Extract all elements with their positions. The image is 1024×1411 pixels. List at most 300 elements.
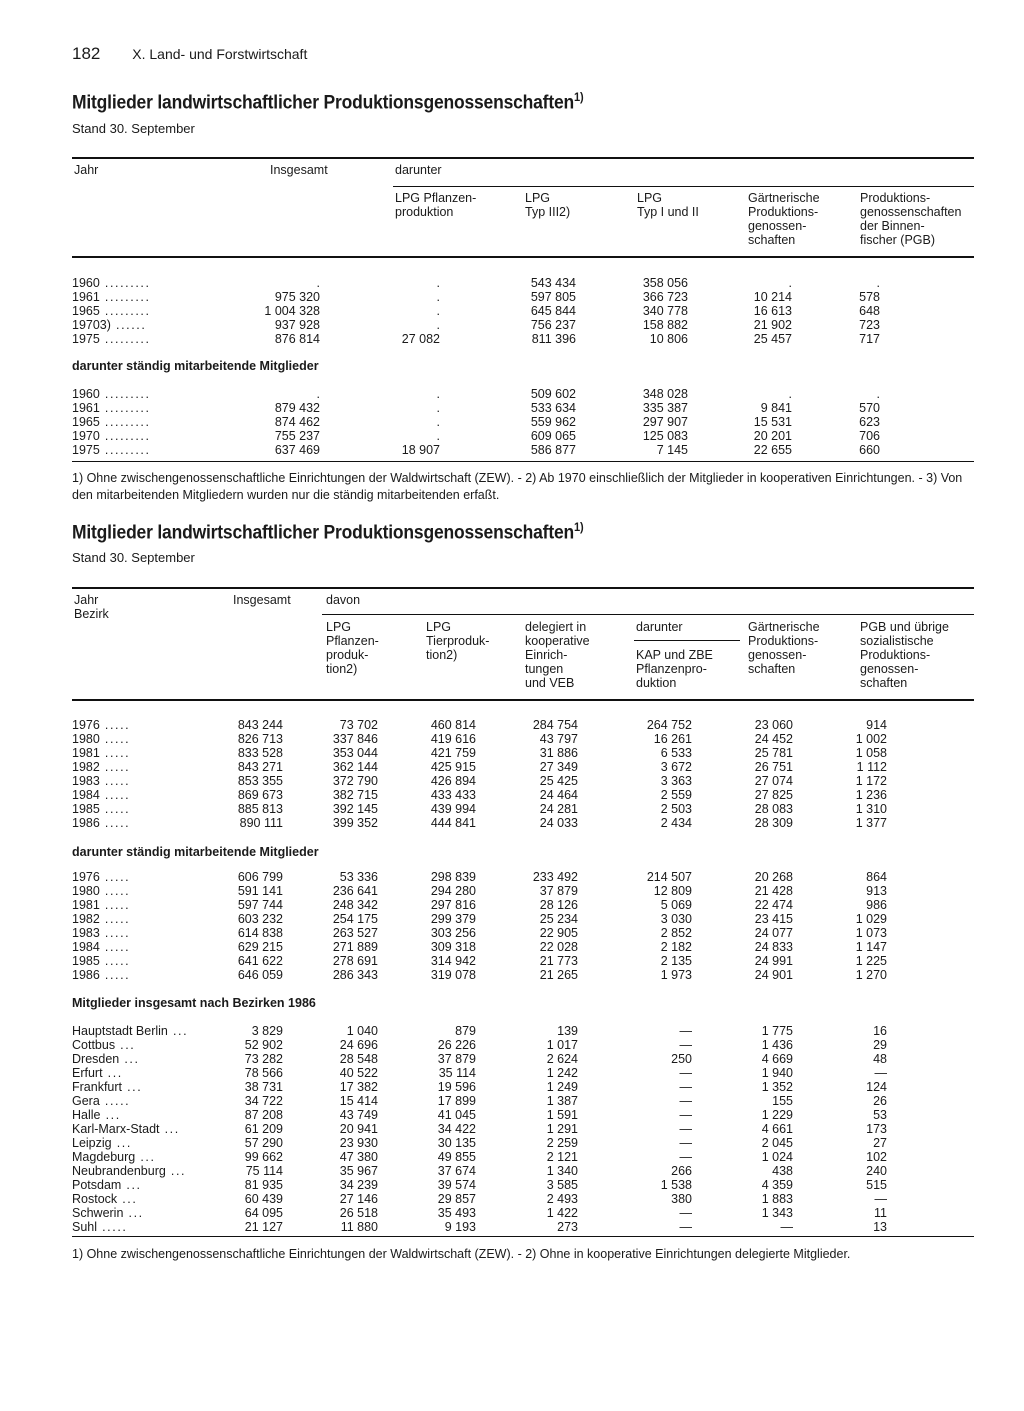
table-cell: 335 387 [642, 401, 688, 415]
leader-dots: ......... [99, 401, 151, 415]
table-cell: 17 382 [339, 1080, 378, 1094]
table-cell: 869 673 [237, 788, 283, 802]
leader-dots: ..... [99, 954, 131, 968]
leader-dots: ..... [99, 1094, 131, 1108]
table1-header-jahr: Jahr [74, 163, 99, 177]
row-label [72, 788, 130, 802]
leader-dots: ... [119, 1052, 140, 1066]
table-cell: 26 518 [339, 1206, 378, 1220]
table-cell: 41 045 [437, 1108, 476, 1122]
table-cell: . [876, 387, 880, 401]
table-cell: 37 879 [539, 884, 578, 898]
table-cell: 2 135 [660, 954, 692, 968]
table-cell: 4 359 [761, 1178, 793, 1192]
leader-dots: ... [111, 1136, 132, 1150]
row-label-text: Karl-Marx-Stadt [72, 1122, 160, 1136]
table-cell: 533 634 [530, 401, 576, 415]
table-cell: 61 209 [244, 1122, 283, 1136]
table-cell: 2 434 [660, 816, 692, 830]
table-cell: 125 083 [642, 429, 688, 443]
table1-header-insgesamt: Insgesamt [270, 163, 328, 177]
table-cell: 515 [866, 1178, 887, 1192]
table-cell: 439 994 [430, 802, 476, 816]
table-cell: 139 [557, 1024, 578, 1038]
table2-header-gaertnerische: Gärtnerische Produktions- genossen- schaften [748, 620, 820, 676]
table-cell: 53 [873, 1108, 887, 1122]
table-cell: — [679, 1220, 692, 1234]
table-cell: 34 422 [437, 1122, 476, 1136]
table-cell: 645 844 [530, 304, 576, 318]
table-cell: 173 [866, 1122, 887, 1136]
table-cell: . [436, 276, 440, 290]
table-cell: 24 077 [754, 926, 793, 940]
row-label [72, 443, 151, 457]
table-cell: 2 503 [660, 802, 692, 816]
table-cell: . [436, 290, 440, 304]
table-cell: 21 773 [539, 954, 578, 968]
table-cell: 20 201 [753, 429, 792, 443]
table-cell: 24 281 [539, 802, 578, 816]
table2-header-pgb: PGB und übrige sozialistische Produktions- genossen- schaften [860, 620, 949, 690]
page-number: 182 [72, 44, 101, 63]
table-cell: 24 833 [754, 940, 793, 954]
table-cell: 26 [873, 1094, 887, 1108]
table-cell: 26 226 [437, 1038, 476, 1052]
table-cell: 543 434 [530, 276, 576, 290]
table-cell: 4 669 [761, 1052, 793, 1066]
table-cell: 879 432 [274, 401, 320, 415]
leader-dots: ..... [99, 968, 131, 982]
row-label-text: 1982 [72, 760, 100, 774]
row-label-text: 1985 [72, 954, 100, 968]
table-cell: 606 799 [237, 870, 283, 884]
table-cell: 15 414 [339, 1094, 378, 1108]
table-cell: 1 270 [855, 968, 887, 982]
row-label [72, 1122, 180, 1136]
row-label [72, 1024, 188, 1038]
table-cell: 421 759 [430, 746, 476, 760]
table-cell: 278 691 [332, 954, 378, 968]
table-cell: 1 229 [761, 1108, 793, 1122]
table-cell: 723 [859, 318, 880, 332]
row-label-text: 1986 [72, 968, 100, 982]
table-cell: 39 574 [437, 1178, 476, 1192]
leader-dots: ..... [99, 774, 131, 788]
table-cell: — [679, 1122, 692, 1136]
table-cell: — [874, 1066, 887, 1080]
table-cell: 975 320 [274, 290, 320, 304]
table-cell: — [679, 1024, 692, 1038]
row-label-text: Schwerin [72, 1206, 124, 1220]
table-cell: — [679, 1136, 692, 1150]
row-label [72, 802, 130, 816]
leader-dots: ... [165, 1164, 187, 1178]
table-cell: 1 883 [761, 1192, 793, 1206]
table-cell: 25 425 [539, 774, 578, 788]
table1-darunter-rule [393, 186, 974, 187]
table-cell: 591 141 [237, 884, 283, 898]
table-cell: — [780, 1220, 793, 1234]
row-label-text: 1975 [72, 443, 100, 457]
table-cell: 24 464 [539, 788, 578, 802]
table-cell: . [436, 429, 440, 443]
table-cell: 24 696 [339, 1038, 378, 1052]
table-cell: 811 396 [531, 332, 576, 346]
row-label [72, 760, 130, 774]
row-label [72, 954, 130, 968]
chapter-title: X. Land- und Forstwirtschaft [132, 46, 308, 62]
table-cell: 1 352 [761, 1080, 793, 1094]
table-cell: . [436, 401, 440, 415]
table2-header-insgesamt: Insgesamt [233, 593, 291, 607]
leader-dots: ..... [99, 870, 131, 884]
table-cell: 7 145 [656, 443, 688, 457]
table-cell: 21 902 [753, 318, 792, 332]
table-cell: 27 [873, 1136, 887, 1150]
table-cell: 337 846 [332, 732, 378, 746]
leader-dots: ......... [99, 332, 151, 346]
table-cell: 392 145 [332, 802, 378, 816]
table-cell: 26 751 [754, 760, 793, 774]
table2-header-kap: KAP und ZBE Pflanzenpro- duktion [636, 648, 713, 690]
table-cell: 2 493 [546, 1192, 578, 1206]
row-label [72, 1066, 123, 1080]
table1-header-darunter: darunter [395, 163, 442, 177]
table-cell: . [436, 318, 440, 332]
table-cell: 37 879 [437, 1052, 476, 1066]
table-cell: 34 722 [244, 1094, 283, 1108]
row-label [72, 968, 130, 982]
row-label-text: 1980 [72, 732, 100, 746]
leader-dots: ... [167, 1024, 189, 1038]
table-cell: 17 899 [437, 1094, 476, 1108]
table-cell: 78 566 [244, 1066, 283, 1080]
table-cell: 874 462 [274, 415, 320, 429]
table-cell: 1 024 [761, 1150, 793, 1164]
table-cell: 623 [859, 415, 880, 429]
table-cell: 37 674 [437, 1164, 476, 1178]
leader-dots: ..... [99, 898, 131, 912]
table-cell: 21 265 [539, 968, 578, 982]
leader-dots: ......... [99, 276, 151, 290]
table1-bottom-rule [72, 461, 974, 462]
table-cell: 297 907 [642, 415, 688, 429]
row-label-text: 1970 [72, 429, 100, 443]
table2-section3-title: Mitglieder insgesamt nach Bezirken 1986 [72, 996, 316, 1010]
table-cell: 1 040 [346, 1024, 378, 1038]
table-cell: 27 082 [401, 332, 440, 346]
table-cell: 609 065 [530, 429, 576, 443]
table-cell: 425 915 [430, 760, 476, 774]
table1-footnote: 1) Ohne zwischengenossenschaftliche Einrichtungen der Waldwirtschaft (ZEW). - 2) Ab 1970 einschließlich der Mitglieder in kooperativen Einrichtungen. - 3) Von den mitarbeitenden Mitgliedern wurden nur die ständig mitarbeitenden erfaßt. [72, 471, 963, 502]
table-cell: 2 045 [761, 1136, 793, 1150]
table-cell: 248 342 [332, 898, 378, 912]
table-cell: — [679, 1206, 692, 1220]
table-cell: 28 083 [754, 802, 793, 816]
table-cell: 641 622 [237, 954, 283, 968]
table-cell: 52 902 [244, 1038, 283, 1052]
row-label [72, 1080, 142, 1094]
row-label-text: 1960 [72, 276, 100, 290]
table-cell: 2 182 [660, 940, 692, 954]
table-cell: 286 343 [332, 968, 378, 982]
leader-dots: ..... [99, 732, 131, 746]
row-label-text: 1982 [72, 912, 100, 926]
table1-section2-title: darunter ständig mitarbeitende Mitglieder [72, 359, 319, 373]
table-cell: — [679, 1066, 692, 1080]
table-cell: 366 723 [642, 290, 688, 304]
table-cell: 284 754 [532, 718, 578, 732]
table2-header-lpg-pflanzen: LPG Pflanzen- produk- tion2) [326, 620, 379, 676]
table-cell: 102 [866, 1150, 887, 1164]
table-cell: 16 [873, 1024, 887, 1038]
table-cell: 362 144 [332, 760, 378, 774]
row-label-text: Suhl [72, 1220, 98, 1234]
table-cell: 426 894 [430, 774, 476, 788]
table-cell: 57 290 [244, 1136, 283, 1150]
table-cell: 3 363 [660, 774, 692, 788]
table-cell: 1 172 [855, 774, 887, 788]
table-cell: 30 135 [437, 1136, 476, 1150]
table-cell: 1 538 [660, 1178, 692, 1192]
table-cell: 380 [671, 1192, 692, 1206]
table-cell: 20 268 [754, 870, 793, 884]
row-label [72, 912, 130, 926]
table-cell: 64 095 [244, 1206, 283, 1220]
table-cell: 648 [859, 304, 880, 318]
table1-header-pgb: Produktions- genossenschaften der Binnen- fischer (PGB) [860, 191, 962, 247]
table-cell: 629 215 [237, 940, 283, 954]
table-cell: 75 114 [245, 1164, 283, 1178]
leader-dots: ..... [97, 1220, 128, 1234]
table-cell: 29 857 [437, 1192, 476, 1206]
table-cell: 23 060 [754, 718, 793, 732]
table-cell: . [436, 304, 440, 318]
table-cell: 597 805 [530, 290, 576, 304]
row-label [72, 318, 146, 332]
table-cell: 22 905 [539, 926, 578, 940]
row-label [72, 940, 130, 954]
row-label-text: Hauptstadt Berlin [72, 1024, 168, 1038]
table-cell: 254 175 [332, 912, 378, 926]
table-cell: — [679, 1150, 692, 1164]
table-cell: 43 797 [539, 732, 578, 746]
table-cell: 18 907 [401, 443, 440, 457]
table-cell: 614 838 [237, 926, 283, 940]
leader-dots: ... [121, 1178, 142, 1192]
table-cell: 1 591 [546, 1108, 578, 1122]
table-cell: 11 880 [340, 1220, 378, 1234]
row-label [72, 1136, 132, 1150]
table-cell: 578 [859, 290, 880, 304]
table-cell: 1 387 [546, 1094, 578, 1108]
row-label [72, 732, 130, 746]
table-cell: 2 852 [660, 926, 692, 940]
table-cell: 1 029 [855, 912, 887, 926]
leader-dots: ... [123, 1206, 144, 1220]
table-cell: 25 457 [753, 332, 792, 346]
table-cell: 10 214 [753, 290, 792, 304]
row-label-text: 1984 [72, 940, 100, 954]
row-label [72, 332, 151, 346]
leader-dots: ......... [99, 387, 151, 401]
table2-header-davon: davon [326, 593, 361, 607]
leader-dots: ......... [99, 290, 151, 304]
row-label [72, 276, 151, 290]
table-cell: 28 548 [339, 1052, 378, 1066]
row-label [72, 774, 130, 788]
table-cell: — [679, 1038, 692, 1052]
table-cell: 15 531 [753, 415, 792, 429]
row-label [72, 1108, 121, 1122]
table-cell: 250 [671, 1052, 692, 1066]
table-cell: 864 [866, 870, 887, 884]
table-cell: 986 [866, 898, 887, 912]
table-cell: 433 433 [430, 788, 476, 802]
table-cell: 559 962 [530, 415, 576, 429]
table-cell: 826 713 [237, 732, 283, 746]
table-cell: . [788, 387, 792, 401]
row-label-text: 1980 [72, 884, 100, 898]
table-cell: 1 775 [761, 1024, 793, 1038]
leader-dots: ..... [99, 926, 131, 940]
leader-dots: ... [122, 1080, 143, 1094]
row-label-text: 1965 [72, 304, 100, 318]
table-cell: 9 841 [760, 401, 792, 415]
row-label-text: Potsdam [72, 1178, 122, 1192]
table-cell: 22 474 [754, 898, 793, 912]
row-label-text: 1986 [72, 816, 100, 830]
row-label-text: Magdeburg [72, 1150, 136, 1164]
table-cell: 382 715 [332, 788, 378, 802]
table-cell: 937 928 [274, 318, 320, 332]
table1-top-rule [72, 157, 974, 159]
table-cell: . [316, 387, 320, 401]
table-cell: 297 816 [430, 898, 476, 912]
table-cell: 756 237 [530, 318, 576, 332]
table-cell: 419 616 [430, 732, 476, 746]
table-cell: 586 877 [530, 443, 576, 457]
row-label-text: Gera [72, 1094, 100, 1108]
table-cell: 1 291 [546, 1122, 578, 1136]
table-cell: 35 967 [339, 1164, 378, 1178]
table-cell: 1 002 [855, 732, 887, 746]
table-cell: 87 208 [244, 1108, 283, 1122]
table-cell: 31 886 [539, 746, 578, 760]
table-cell: 38 731 [244, 1080, 283, 1094]
table-cell: 1 058 [855, 746, 887, 760]
table-cell: . [436, 415, 440, 429]
table-cell: 890 111 [239, 816, 283, 830]
row-label-text: 19703) [72, 318, 111, 332]
table-cell: — [679, 1094, 692, 1108]
table-cell: 660 [859, 443, 880, 457]
row-label [72, 290, 151, 304]
row-label [72, 1052, 140, 1066]
table-cell: 10 806 [649, 332, 688, 346]
table-cell: 853 355 [237, 774, 283, 788]
leader-dots: ..... [99, 718, 131, 732]
row-label-text: 1965 [72, 415, 100, 429]
row-label-text: Cottbus [72, 1038, 116, 1052]
table-cell: 706 [859, 429, 880, 443]
table2-header-lpg-tier: LPG Tierproduk- tion2) [426, 620, 490, 662]
table-cell: 646 059 [237, 968, 283, 982]
table-cell: 16 261 [653, 732, 692, 746]
table1-header-lpg-typ12: LPG Typ I und II [637, 191, 699, 219]
leader-dots: ... [135, 1150, 156, 1164]
table-cell: 214 507 [646, 870, 692, 884]
table-cell: 236 641 [332, 884, 378, 898]
row-label [72, 1178, 142, 1192]
table-cell: 40 522 [339, 1066, 378, 1080]
table-cell: 24 452 [754, 732, 793, 746]
table1-header-bottom-rule [72, 256, 974, 258]
table-cell: 25 781 [754, 746, 793, 760]
table1-title: Mitglieder landwirtschaftlicher Produktionsgenossenschaften$^{1)}$ [72, 90, 584, 114]
table-cell: 1 973 [660, 968, 692, 982]
table-cell: 399 352 [332, 816, 378, 830]
table-cell: 12 809 [653, 884, 692, 898]
row-label-text: 1960 [72, 387, 100, 401]
table-cell: 5 069 [660, 898, 692, 912]
row-label [72, 1220, 127, 1234]
table-cell: 233 492 [532, 870, 578, 884]
table-cell: 314 942 [430, 954, 476, 968]
table-cell: — [874, 1192, 887, 1206]
table-cell: 11 [874, 1206, 887, 1220]
table-cell: 309 318 [430, 940, 476, 954]
table2-header-delegiert: delegiert in kooperative Einrich- tungen und VEB [525, 620, 590, 690]
row-label [72, 746, 130, 760]
table-cell: 4 661 [761, 1122, 793, 1136]
table2-header-jahr-bezirk: Jahr Bezirk [74, 593, 109, 621]
table-cell: 597 744 [237, 898, 283, 912]
row-label-text: 1983 [72, 774, 100, 788]
table-cell: 3 585 [546, 1178, 578, 1192]
table-cell: 1 377 [855, 816, 887, 830]
row-label [72, 415, 151, 429]
table-cell: 124 [866, 1080, 887, 1094]
row-label-text: 1981 [72, 746, 100, 760]
table-cell: 1 017 [546, 1038, 578, 1052]
table1-header-lpg-pflanzen: LPG Pflanzen- produktion [395, 191, 477, 219]
table-cell: — [679, 1108, 692, 1122]
table-cell: 264 752 [646, 718, 692, 732]
table-cell: 876 814 [274, 332, 320, 346]
table2-title-footnote-mark: 1) [573, 520, 584, 534]
table-cell: 24 033 [539, 816, 578, 830]
leader-dots: ... [117, 1192, 138, 1206]
table-cell: 1 310 [855, 802, 887, 816]
leader-dots: ..... [99, 940, 131, 954]
table2-title: Mitglieder landwirtschaftlicher Produktionsgenossenschaften$^{1)}$ [72, 520, 584, 544]
table-cell: 885 813 [237, 802, 283, 816]
row-label-text: 1975 [72, 332, 100, 346]
table-cell: 20 941 [339, 1122, 378, 1136]
table-cell: 266 [671, 1164, 692, 1178]
table-cell: 23 930 [339, 1136, 378, 1150]
leader-dots: ..... [99, 760, 131, 774]
table-cell: 35 493 [437, 1206, 476, 1220]
table2-stand: Stand 30. September [72, 550, 195, 565]
row-label-text: Rostock [72, 1192, 118, 1206]
table-cell: 298 839 [430, 870, 476, 884]
table2-top-rule [72, 587, 974, 589]
table-cell: . [316, 276, 320, 290]
table-cell: 155 [772, 1094, 793, 1108]
leader-dots: ......... [99, 429, 151, 443]
